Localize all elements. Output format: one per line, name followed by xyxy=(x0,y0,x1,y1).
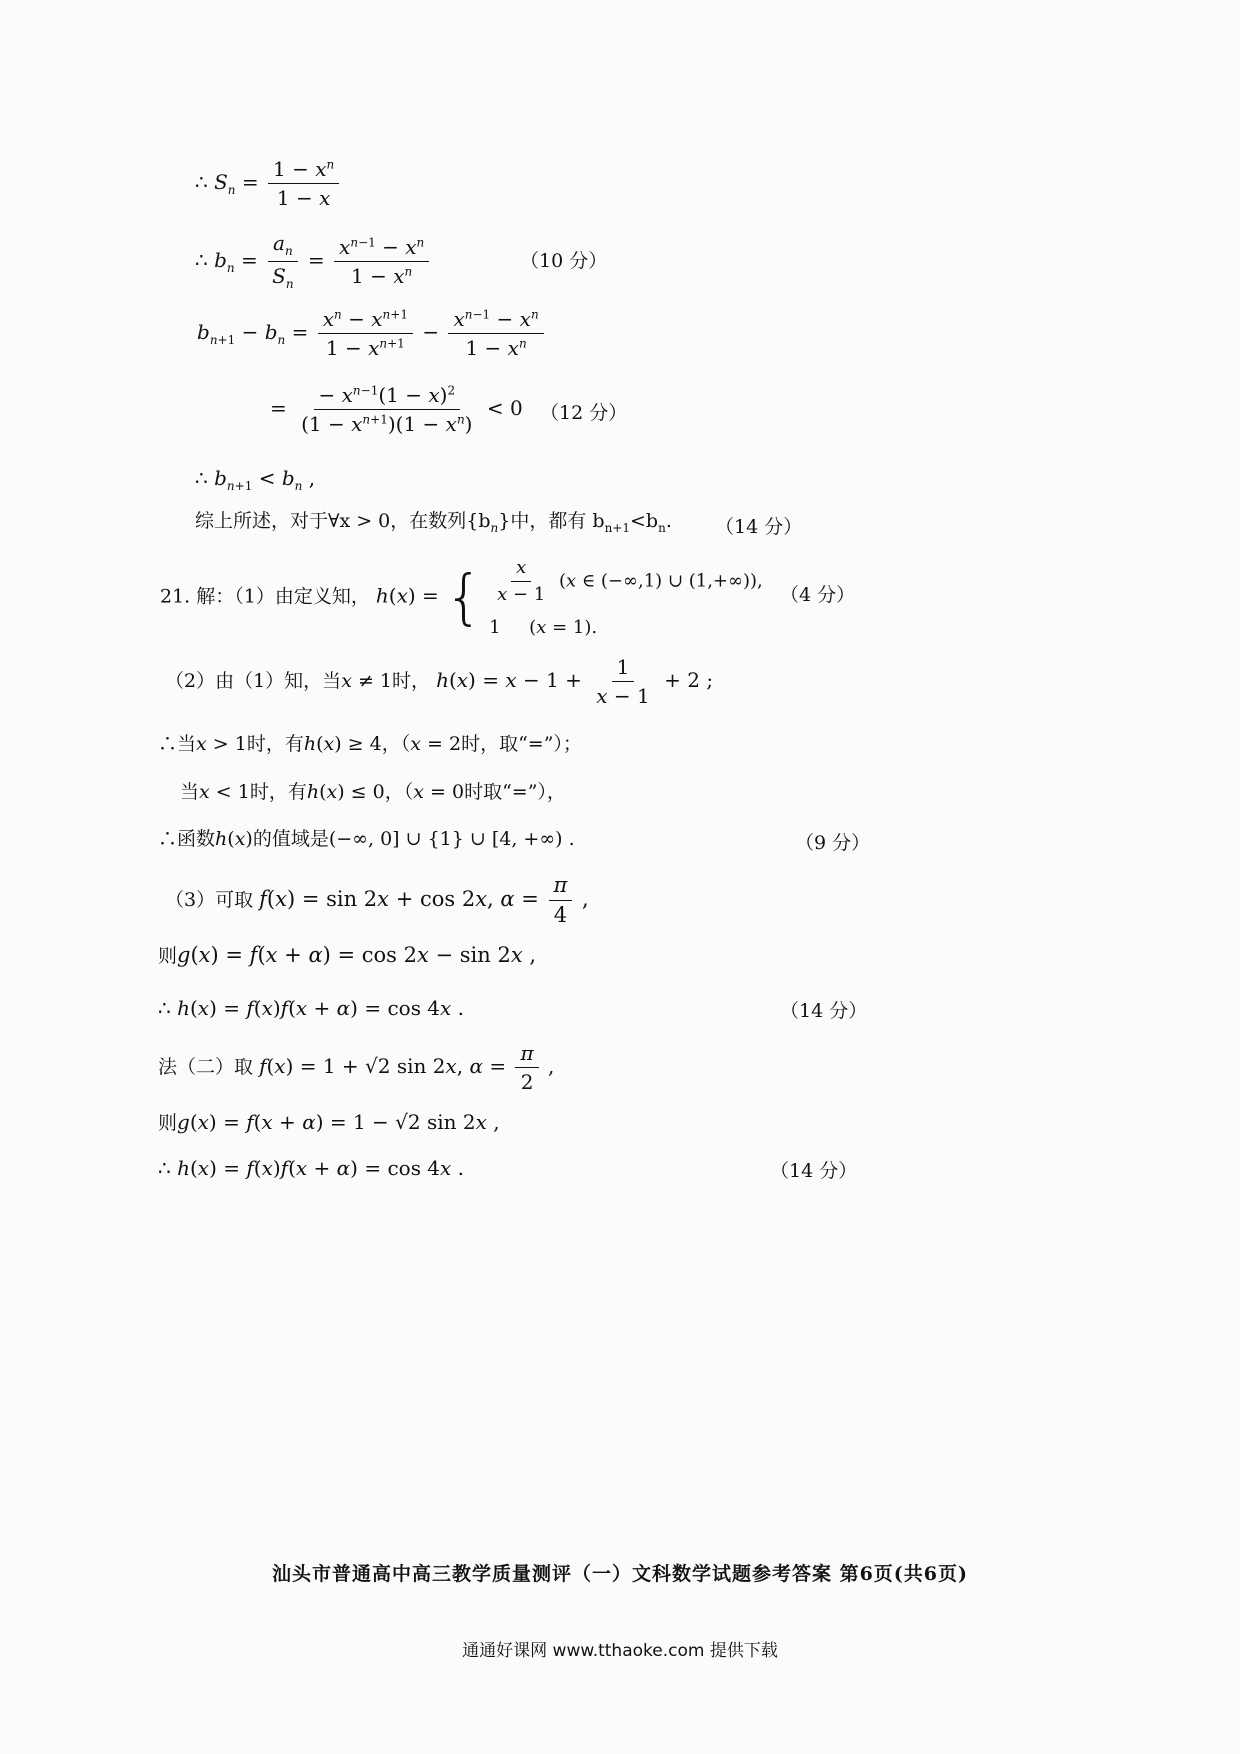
points-4: （4 分） xyxy=(780,584,856,606)
method-two: 法（二）取 f(x) = 1 + √2 sin 2x, α = $\frac{\pi}{2}$ , xyxy=(158,1041,555,1094)
points-14-b: （14 分） xyxy=(780,1000,868,1022)
points-12: （12 分） xyxy=(540,402,628,424)
formula-bn: ∴ $b_n$ = $\frac{a_n}{S_n}$ = $\frac{x^{n-1} - x^n}{1 - x^n}$ xyxy=(195,232,432,291)
h-of-x-1: ∴ h(x) = f(x)f(x + α) = cos 4x . xyxy=(158,996,465,1020)
range-line: ∴函数h(x)的值域是(−∞, 0] ∪ {1} ∪ [4, +∞) . xyxy=(158,828,575,850)
case-x-lt-1: 当x < 1时，有h(x) ≤ 0，（x = 0时取“=”）， xyxy=(180,781,566,803)
points-14-a: （14 分） xyxy=(715,516,803,538)
download-source: 通通好课网 www.tthaoke.com 提供下载 xyxy=(462,1641,778,1661)
g-of-x-2: 则g(x) = f(x + α) = 1 − √2 sin 2x , xyxy=(158,1110,500,1134)
formula-bn-diff: $b_{n+1} - b_n$ = $\frac{x^n - x^{n+1}}{1 - x^{n+1}}$ − $\frac{x^{n-1} - x^n}{1 - x^n}$ xyxy=(197,308,547,359)
case-x-gt-1: ∴当x > 1时，有h(x) ≥ 4，（x = 2时，取“=”）； xyxy=(158,733,582,755)
points-14-c: （14 分） xyxy=(770,1160,858,1182)
q21-part3: （3）可取 f(x) = sin 2x + cos 2x, α = $\frac{\pi}{4}$ , xyxy=(165,873,589,928)
formula-bn-decreasing: ∴ $b_{n+1} < b_n$ , xyxy=(195,466,316,493)
h-of-x-2: ∴ h(x) = f(x)f(x + α) = cos 4x . xyxy=(158,1156,465,1180)
summary-line: 综上所述，对于∀x > 0，在数列$\{b_n\}$中，都有 $b_{n+1}<b_n$. xyxy=(195,510,672,535)
points-9: （9 分） xyxy=(795,832,871,854)
g-of-x-1: 则g(x) = f(x + α) = cos 2x − sin 2x , xyxy=(158,943,537,967)
page-footer: 汕头市普通高中高三教学质量测评（一）文科数学试题参考答案 第6页(共6页) xyxy=(271,1563,969,1585)
q21-part1: 21. 解：（1）由定义知， h(x) = { $\frac{x}{x - 1}$ (x ∈ (−∞,1) ∪ (1,+∞)), 1 (x = 1). xyxy=(160,557,763,638)
q21-part2: （2）由（1）知，当x ≠ 1时， h(x) = x − 1 + $\frac{1}{x - 1}$ + 2 ; xyxy=(165,655,714,708)
points-10: （10 分） xyxy=(520,250,608,272)
formula-sn: ∴ $S_n$ = $\frac{1 - x^n}{1 - x}$ xyxy=(195,158,342,209)
formula-bn-diff-result: = $\frac{- x^{n-1}(1 - x)^2}{(1 - x^{n+1})(1 - x^n)}$ < 0 xyxy=(270,383,523,436)
